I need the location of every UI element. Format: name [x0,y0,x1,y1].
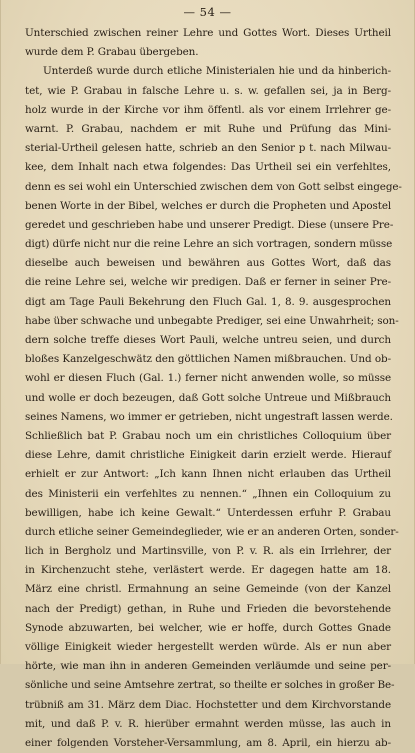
text-line: dieselbe auch beweisen und bewähren aus Gottes Wort, daß das [25,257,391,270]
text-line: holz wurde in der Kirche vor ihm öffentl. als vor einem Irrlehrer ge- [25,103,391,116]
text-line: sönliche und seine Amtsehre zertrat, so theilte er solches in großer Be- [25,679,395,692]
text-line: durch etliche seiner Gemeindeglieder, wie er an anderen Orten, sonder- [25,525,399,538]
text-line: und wolle er doch bezeugen, daß Gott solche Untreue und Mißbrauch [25,391,391,404]
text-line: lich in Bergholz und Martinsville, von P. v. R. als ein Irrlehrer, der [25,545,391,558]
text-line: die reine Lehre sei, welche wir predigen. Daß er ferner in seiner Pre- [25,276,391,289]
text-line: habe über schwache und unbegabte Prediger, sei eine Unwahrheit; son- [25,314,399,327]
text-line: Unterdeß wurde durch etliche Ministerialen hie und da hinberich- [43,65,391,78]
body-text [25,24,402,753]
text-line: erhielt er zur Antwort: „Ich kann Ihnen nicht erlauben das Urtheil [25,468,391,481]
text-line: nach der Predigt) gethan, in Ruhe und Frieden die bevorstehende [25,602,391,615]
text-line: völlige Einigkeit wieder hergestellt werden würde. Als er nun aber [25,641,391,653]
text-line: trübniß am 31. März dem Diac. Hochstetter und dem Kirchvorstande [25,698,391,711]
text-line: sterial-Urtheil gelesen hatte, schrieb an den Senior p t. nach Milwau- [25,142,391,155]
text-line: diese Lehre, damit christliche Einigkeit darin erzielt werde. Hierauf [25,449,391,462]
text-line: dern solche treffe dieses Wort Pauli, welche untreu seien, und durch [25,334,391,346]
text-line: des Ministerii ein verfehltes zu nennen.“ „Ihnen ein Colloquium zu [25,487,391,500]
text-line: geredet und geschrieben habe und unserer Predigt. Diese (unsere Pre- [25,218,394,231]
text-line: hörte, wie man ihn in anderen Gemeinden verläumde und seine per- [25,660,391,673]
text-line: Unterschied zwischen reiner Lehre und Gottes Wort. Dieses Urtheil [25,27,391,39]
text-line: warnt. P. Grabau, nachdem er mit Ruhe und Prüfung das Mini- [25,122,391,135]
text-line: wohl er diesen Fluch (Gal. 1.) ferner nicht anwenden wolle, so müsse [25,372,391,385]
text-line: in Kirchenzucht stehe, verlästert werde. Er dagegen hatte am 18. [25,564,391,577]
text-line: kee, dem Inhalt nach etwa folgendes: Das Urtheil sei ein verfehltes, [25,161,391,174]
text-line: tet, wie P. Grabau in falsche Lehre u. s. w. gefallen sei, ja in Berg- [25,84,391,97]
text-line: denn es sei wohl ein Unterschied zwischen dem von Gott selbst eingege- [25,180,402,193]
text-line: benen Worte in der Bibel, welches er durch die Propheten und Apostel [25,199,392,212]
text-line: bloßes Kanzelgeschwätz den göttlichen Namen mißbrauchen. Und ob- [25,353,391,366]
text-line: März eine christl. Ermahnung an seine Gemeinde (von der Kanzel [25,583,391,596]
text-line: bewilligen, habe ich keine Gewalt.“ Unterdessen erfuhr P. Grabau [25,506,391,519]
text-line: Synode abzuwarten, bei welcher, wie er hoffe, durch Gottes Gnade [25,621,391,634]
text-line: wurde dem P. Grabau übergeben. [25,46,199,59]
text-line: Schließlich bat P. Grabau noch um ein christliches Colloquium über [25,429,391,442]
text-line: mit, und daß P. v. R. hierüber ermahnt werden müsse, las auch in [25,717,391,730]
text-line: einer folgenden Vorsteher-Versammlung, am 8. April, ein hierzu ab- [25,736,391,749]
text-line: seines Namens, wo immer er getrieben, nicht ungestraft lassen werde. [25,410,393,423]
text-line: digt) dürfe nicht nur die reine Lehre an sich vortragen, sondern müsse [25,238,393,251]
text-line: digt am Tage Pauli Bekehrung den Fluch Gal. 1, 8. 9. ausgesprochen [25,295,391,308]
page-number: — 54 — [183,5,232,19]
